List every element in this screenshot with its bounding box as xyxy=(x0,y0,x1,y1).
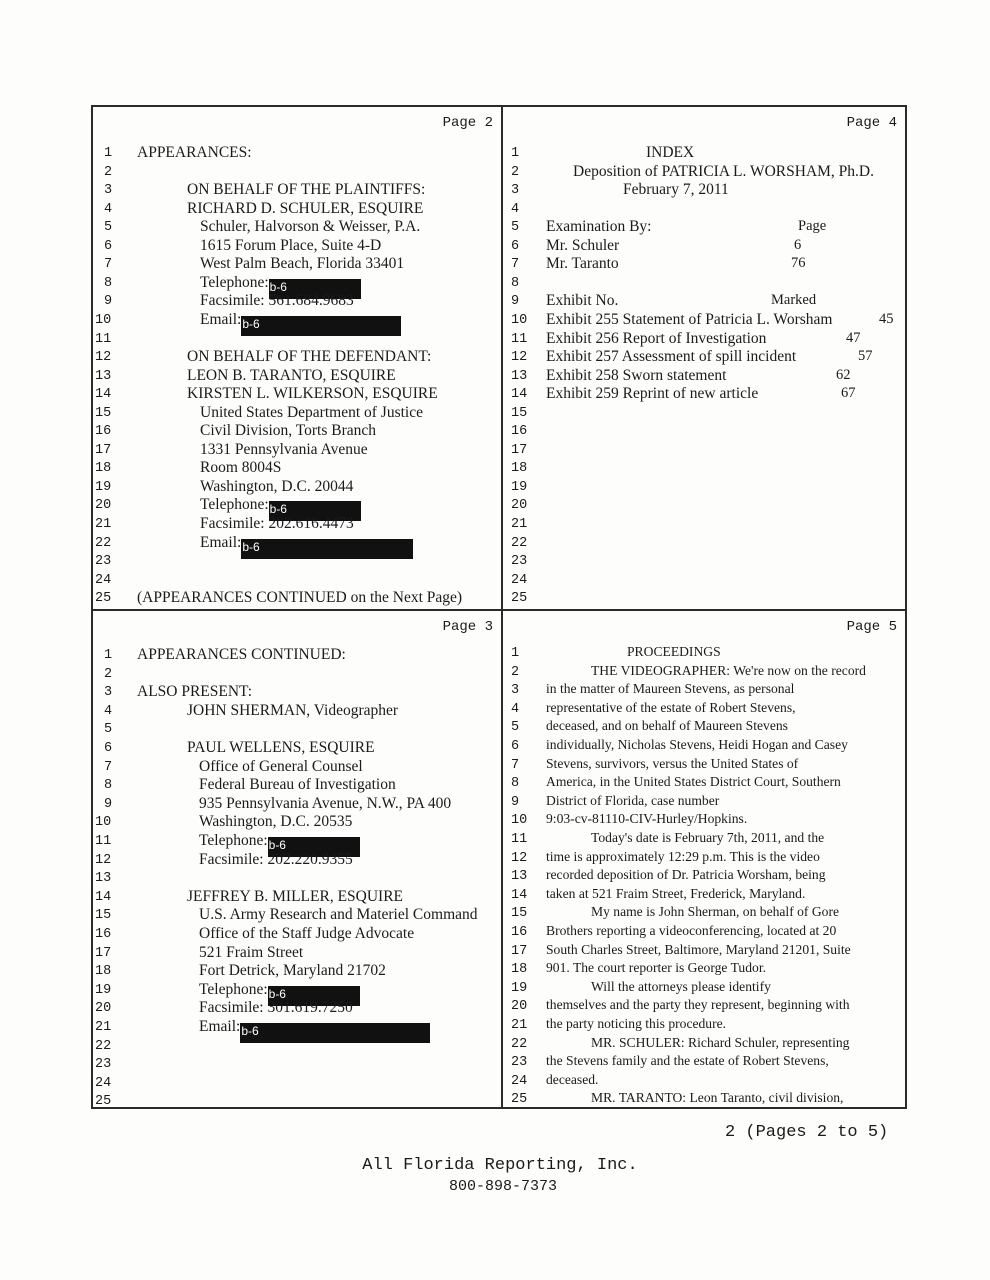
line-number: 14 xyxy=(95,889,112,905)
line-number: 24 xyxy=(511,572,528,588)
redaction-box: b-6 xyxy=(241,316,401,336)
line-text: Brothers reporting a videoconferencing, located at 20 xyxy=(546,923,837,938)
index-page-ref: 76 xyxy=(791,255,806,272)
line-text: South Charles Street, Baltimore, Maryland 21201, Suite xyxy=(546,941,851,957)
line-text: 901. The court reporter is George Tudor. xyxy=(546,960,766,976)
line-number: 7 xyxy=(104,759,113,775)
line-text: 521 Fraim Street xyxy=(199,943,304,961)
line-text: PAUL WELLENS, ESQUIRE xyxy=(187,739,375,756)
line-text: Email: xyxy=(200,310,242,328)
transcript-line xyxy=(200,292,354,310)
line-text: 1615 Forum Place, Suite 4-D xyxy=(200,236,382,254)
transcript-line xyxy=(137,589,462,607)
transcript-line xyxy=(199,813,352,831)
redaction-box: b-6 xyxy=(269,279,361,299)
transcript-line xyxy=(137,683,252,701)
line-number: 13 xyxy=(95,368,112,384)
line-number: 12 xyxy=(95,852,112,868)
line-text: Washington, D.C. 20535 xyxy=(199,813,353,831)
line-number: 6 xyxy=(104,741,113,756)
line-text: 935 Pennsylvania Avenue, N.W., PA 400 xyxy=(199,794,452,812)
transcript-line xyxy=(546,255,619,273)
line-number: 14 xyxy=(511,887,528,903)
line-number: 25 xyxy=(95,591,112,607)
line-number: 22 xyxy=(95,1038,112,1054)
line-number: 17 xyxy=(95,442,112,458)
line-text: U.S. Army Research and Materiel Command xyxy=(199,906,478,924)
line-number: 23 xyxy=(95,1057,112,1073)
redaction-box: b-6 xyxy=(268,986,360,1006)
transcript-line xyxy=(591,663,866,679)
line-text: recorded deposition of Dr. Patricia Worsham, being xyxy=(546,867,826,883)
line-number: 19 xyxy=(95,982,112,998)
transcript-line xyxy=(546,942,851,958)
line-number: 5 xyxy=(104,220,113,236)
line-number: 15 xyxy=(511,906,528,922)
line-text: Stevens, survivors, versus the United States of xyxy=(546,755,799,771)
line-number: 13 xyxy=(511,869,528,885)
line-text: Facsimile: 301.619.7250 xyxy=(199,999,353,1017)
page-number: Page 3 xyxy=(442,619,493,635)
transcript-line xyxy=(187,181,425,199)
line-text: My name is John Sherman, on behalf of Gore xyxy=(591,904,840,920)
line-text: Facsimile: 202.220.9355 xyxy=(199,850,353,868)
transcript-line xyxy=(546,385,758,403)
line-text: taken at 521 Fraim Street, Frederick, Maryland. xyxy=(546,885,806,901)
page-number: Page 4 xyxy=(846,115,897,131)
line-number: 16 xyxy=(511,424,528,440)
line-number: 14 xyxy=(95,387,112,403)
line-text: Examination By: xyxy=(546,218,652,236)
line-text: Email: xyxy=(199,1018,241,1035)
line-number: 12 xyxy=(511,350,528,366)
line-text: PROCEEDINGS xyxy=(627,644,721,659)
transcript-line xyxy=(546,960,766,976)
transcript-line xyxy=(200,311,401,336)
transcript-line xyxy=(200,515,354,533)
line-text: Civil Division, Torts Branch xyxy=(200,422,377,440)
transcript-line xyxy=(199,925,414,943)
line-text: February 7, 2011 xyxy=(623,181,729,199)
transcript-line xyxy=(546,923,836,939)
line-number: 25 xyxy=(511,1092,528,1108)
transcript-line xyxy=(187,200,423,218)
line-number: 2 xyxy=(511,164,520,180)
transcript-line xyxy=(546,811,747,827)
index-page-ref: 62 xyxy=(836,366,851,383)
line-text: Fort Detrick, Maryland 21702 xyxy=(199,962,386,980)
line-number: 21 xyxy=(511,1018,528,1033)
line-text: Mr. Taranto xyxy=(546,255,619,273)
line-number: 3 xyxy=(104,685,113,701)
line-number: 2 xyxy=(104,666,113,682)
transcript-line xyxy=(546,700,796,716)
transcript-line xyxy=(137,144,252,162)
transcript-line xyxy=(546,793,719,809)
footer-page-range: 2 (Pages 2 to 5) xyxy=(725,1123,889,1142)
transcript-line xyxy=(199,962,386,980)
line-text: deceased, and on behalf of Maureen Stevens xyxy=(546,718,788,734)
transcript-line xyxy=(546,718,788,734)
line-text: Exhibit No. xyxy=(546,292,619,310)
line-number: 20 xyxy=(95,1001,112,1017)
line-text: time is approximately 12:29 p.m. This is the video xyxy=(546,848,820,864)
transcript-line xyxy=(187,367,396,385)
line-number: 18 xyxy=(95,461,112,477)
transcript-line xyxy=(187,739,375,757)
index-page-ref: 57 xyxy=(858,348,873,365)
transcript-line xyxy=(137,646,346,664)
line-number: 25 xyxy=(95,1094,112,1110)
line-number: 15 xyxy=(511,405,528,421)
transcript-line xyxy=(546,737,848,753)
line-number: 19 xyxy=(95,479,112,495)
line-number: 17 xyxy=(95,945,112,961)
line-text: 9:03-cv-81110-CIV-Hurley/Hopkins. xyxy=(546,811,748,827)
line-number: 10 xyxy=(95,815,112,831)
line-text: Facsimile: 561.684.9683 xyxy=(200,292,354,310)
line-number: 18 xyxy=(511,461,528,477)
line-text: Mr. Schuler xyxy=(546,236,620,254)
transcript-line xyxy=(546,867,826,883)
line-text: Email: xyxy=(200,533,242,551)
redaction-box: b-6 xyxy=(240,1023,430,1043)
line-number: 4 xyxy=(104,703,113,719)
line-text: Schuler, Halvorson & Weisser, P.A. xyxy=(200,218,421,236)
line-number: 17 xyxy=(511,442,528,458)
line-text: Telephone: xyxy=(200,273,269,291)
line-number: 6 xyxy=(511,739,520,754)
transcript-line xyxy=(200,478,353,496)
line-text: 1331 Pennsylvania Avenue xyxy=(200,440,368,458)
line-text: Exhibit 258 Sworn statement xyxy=(546,366,727,384)
line-number: 23 xyxy=(511,554,528,570)
page-5-panel xyxy=(503,611,905,1107)
transcript-line xyxy=(546,237,619,255)
transcript-line xyxy=(546,1016,726,1032)
transcript-line xyxy=(591,830,824,846)
line-text: representative of the estate of Robert Stevens, xyxy=(546,699,796,715)
transcript-line xyxy=(591,1035,849,1051)
line-number: 13 xyxy=(95,871,112,887)
line-number: 11 xyxy=(95,331,112,347)
line-number: 14 xyxy=(511,387,528,403)
line-text: America, in the United States District Court, Southern xyxy=(546,774,841,790)
transcript-line xyxy=(200,218,420,236)
line-number: 2 xyxy=(511,664,520,680)
transcript-line xyxy=(200,534,413,559)
transcript-line xyxy=(200,422,376,440)
index-page-ref: 67 xyxy=(841,385,856,402)
transcript-line xyxy=(546,997,850,1013)
page-number: Page 2 xyxy=(442,115,493,131)
line-text: Today's date is February 7th, 2011, and the xyxy=(591,830,825,845)
transcript-line xyxy=(546,367,726,385)
line-number: 1 xyxy=(511,146,520,161)
line-text: Will the attorneys please identify xyxy=(591,978,771,994)
line-number: 4 xyxy=(511,701,520,717)
line-number: 9 xyxy=(511,794,520,810)
line-text: Exhibit 259 Reprint of new article xyxy=(546,385,759,403)
transcript-line xyxy=(546,311,832,329)
line-text: in the matter of Maureen Stevens, as personal xyxy=(546,681,795,697)
line-number: 10 xyxy=(511,312,528,328)
line-number: 17 xyxy=(511,943,528,959)
line-number: 9 xyxy=(104,796,113,812)
line-number: 9 xyxy=(511,294,520,310)
line-text: RICHARD D. SCHULER, ESQUIRE xyxy=(187,199,424,217)
line-text: ALSO PRESENT: xyxy=(137,683,253,701)
transcript-line xyxy=(187,702,398,720)
line-text: Telephone: xyxy=(199,832,268,849)
line-number: 21 xyxy=(95,1020,112,1035)
line-text: individually, Nicholas Stevens, Heidi Hogan and Casey xyxy=(546,737,848,752)
line-number: 24 xyxy=(95,1075,112,1091)
transcript-line xyxy=(187,348,431,366)
line-number: 4 xyxy=(104,201,113,217)
line-number: 11 xyxy=(95,834,112,849)
transcript-line xyxy=(627,644,721,660)
line-number: 22 xyxy=(511,1036,528,1052)
page-number: Page 5 xyxy=(846,619,897,635)
line-number: 19 xyxy=(511,479,528,495)
line-text: Facsimile: 202.616.4473 xyxy=(200,515,354,532)
line-number: 11 xyxy=(511,331,528,347)
line-text: Exhibit 256 Report of Investigation xyxy=(546,329,767,347)
transcript-line xyxy=(187,385,438,403)
transcript-line xyxy=(546,348,796,366)
transcript-line xyxy=(199,776,396,794)
line-text: the party noticing this procedure. xyxy=(546,1016,727,1031)
line-number: 24 xyxy=(95,572,112,588)
line-text: deceased. xyxy=(546,1071,599,1087)
transcript-line xyxy=(200,237,381,255)
line-number: 12 xyxy=(511,850,528,866)
line-text: ON BEHALF OF THE PLAINTIFFS: xyxy=(187,181,426,199)
line-text: Deposition of PATRICIA L. WORSHAM, Ph.D. xyxy=(573,162,874,180)
transcript-line xyxy=(546,1072,598,1088)
transcript-line xyxy=(199,944,303,962)
transcript-line xyxy=(199,999,353,1017)
line-number: 22 xyxy=(95,535,112,551)
line-number: 20 xyxy=(95,498,112,514)
line-text: ON BEHALF OF THE DEFENDANT: xyxy=(187,348,432,366)
line-number: 16 xyxy=(511,925,528,940)
line-text: MR. TARANTO: Leon Taranto, civil division, xyxy=(591,1090,844,1106)
line-number: 8 xyxy=(104,778,113,794)
page-4-panel xyxy=(503,107,905,609)
line-text: APPEARANCES: xyxy=(137,144,252,161)
line-number: 24 xyxy=(511,1073,528,1089)
line-text: Room 8004S xyxy=(200,459,282,477)
transcript-line xyxy=(200,459,281,477)
line-number: 12 xyxy=(95,350,112,366)
footer-company: All Florida Reporting, Inc. xyxy=(362,1156,638,1175)
transcript-line xyxy=(546,681,794,697)
line-number: 3 xyxy=(104,183,113,199)
index-page-ref: 47 xyxy=(846,329,861,346)
line-number: 21 xyxy=(95,517,112,532)
transcript-line xyxy=(646,144,694,162)
transcript-line xyxy=(546,218,651,236)
line-number: 10 xyxy=(95,312,112,328)
line-text: MR. SCHULER: Richard Schuler, representing xyxy=(591,1034,850,1050)
line-number: 8 xyxy=(104,275,113,291)
transcript-line xyxy=(200,255,404,273)
redaction-box: b-6 xyxy=(269,501,361,521)
transcript-line xyxy=(546,330,766,348)
line-text: themselves and the party they represent, beginning with xyxy=(546,997,850,1013)
transcript-line xyxy=(546,1053,829,1069)
line-number: 20 xyxy=(511,498,528,514)
line-text: THE VIDEOGRAPHER: We're now on the record xyxy=(591,662,866,678)
page-3-panel xyxy=(93,611,501,1110)
page-2-panel xyxy=(93,107,501,609)
line-text: LEON B. TARANTO, ESQUIRE xyxy=(187,366,396,384)
line-number: 20 xyxy=(511,999,528,1015)
line-number: 18 xyxy=(95,964,112,980)
line-text: Exhibit 257 Assessment of spill incident xyxy=(546,348,797,366)
line-text: District of Florida, case number xyxy=(546,792,720,808)
index-page-ref: 45 xyxy=(879,310,894,327)
line-number: 18 xyxy=(511,962,528,978)
transcript-line xyxy=(199,795,451,813)
transcript-line xyxy=(199,851,353,869)
transcript-line xyxy=(546,849,820,865)
index-page-ref: Marked xyxy=(771,292,817,309)
line-number: 23 xyxy=(95,554,112,570)
line-text: Washington, D.C. 20044 xyxy=(200,477,354,495)
transcript-line xyxy=(200,441,368,459)
line-number: 13 xyxy=(511,368,528,384)
line-number: 6 xyxy=(511,238,520,254)
line-text: the Stevens family and the estate of Robert Stevens, xyxy=(546,1053,829,1069)
line-number: 10 xyxy=(511,813,528,829)
line-number: 11 xyxy=(511,832,528,847)
line-number: 25 xyxy=(511,591,528,607)
line-number: 3 xyxy=(511,683,520,699)
redaction-box: b-6 xyxy=(268,837,360,857)
line-number: 1 xyxy=(104,146,113,161)
line-text: Office of the Staff Judge Advocate xyxy=(199,925,415,942)
line-text: Telephone: xyxy=(199,980,268,998)
line-text: Federal Bureau of Investigation xyxy=(199,776,396,794)
line-number: 4 xyxy=(511,201,520,217)
line-number: 19 xyxy=(511,980,528,996)
transcript-line xyxy=(591,904,839,920)
line-number: 15 xyxy=(95,908,112,924)
transcript-line xyxy=(199,906,478,924)
line-number: 21 xyxy=(511,517,528,532)
index-page-ref: Page xyxy=(798,218,827,235)
transcript-line xyxy=(623,181,729,199)
line-number: 1 xyxy=(104,648,113,663)
transcript-line xyxy=(546,756,798,772)
line-text: United States Department of Justice xyxy=(200,403,423,421)
line-number: 15 xyxy=(95,405,112,421)
line-text: JOHN SHERMAN, Videographer xyxy=(187,701,399,719)
line-number: 16 xyxy=(95,424,112,440)
line-text: KIRSTEN L. WILKERSON, ESQUIRE xyxy=(187,385,438,403)
line-text: JEFFREY B. MILLER, ESQUIRE xyxy=(187,887,404,905)
transcript-line xyxy=(546,292,618,310)
transcript-line xyxy=(591,1090,843,1106)
transcript-line xyxy=(199,758,363,776)
line-number: 7 xyxy=(511,257,520,273)
transcript-line xyxy=(199,1018,430,1043)
footer-phone: 800-898-7373 xyxy=(448,1178,558,1195)
line-number: 7 xyxy=(511,757,520,773)
line-text: Office of General Counsel xyxy=(199,757,363,775)
transcript-line xyxy=(546,774,841,790)
transcript-line xyxy=(200,404,423,422)
line-text: INDEX xyxy=(646,144,695,161)
line-number: 5 xyxy=(511,220,520,236)
index-page-ref: 6 xyxy=(794,236,802,253)
line-number: 7 xyxy=(104,257,113,273)
line-number: 5 xyxy=(104,722,113,738)
line-number: 23 xyxy=(511,1055,528,1071)
line-text: APPEARANCES CONTINUED: xyxy=(137,646,346,663)
line-number: 8 xyxy=(511,275,520,291)
line-text: (APPEARANCES CONTINUED on the Next Page) xyxy=(137,589,463,607)
line-number: 3 xyxy=(511,183,520,199)
line-number: 2 xyxy=(104,164,113,180)
line-number: 9 xyxy=(104,294,113,310)
line-number: 5 xyxy=(511,720,520,736)
redaction-box: b-6 xyxy=(241,539,413,559)
line-text: West Palm Beach, Florida 33401 xyxy=(200,255,405,273)
line-number: 22 xyxy=(511,535,528,551)
line-number: 6 xyxy=(104,238,113,254)
transcript-line xyxy=(187,888,403,906)
transcript-line xyxy=(591,979,771,995)
line-text: Telephone: xyxy=(200,496,269,514)
line-number: 16 xyxy=(95,927,112,942)
line-text: Exhibit 255 Statement of Patricia L. Worsham xyxy=(546,310,833,328)
line-number: 8 xyxy=(511,776,520,792)
line-number: 1 xyxy=(511,646,520,661)
transcript-line xyxy=(573,163,874,181)
transcript-line xyxy=(546,886,805,902)
